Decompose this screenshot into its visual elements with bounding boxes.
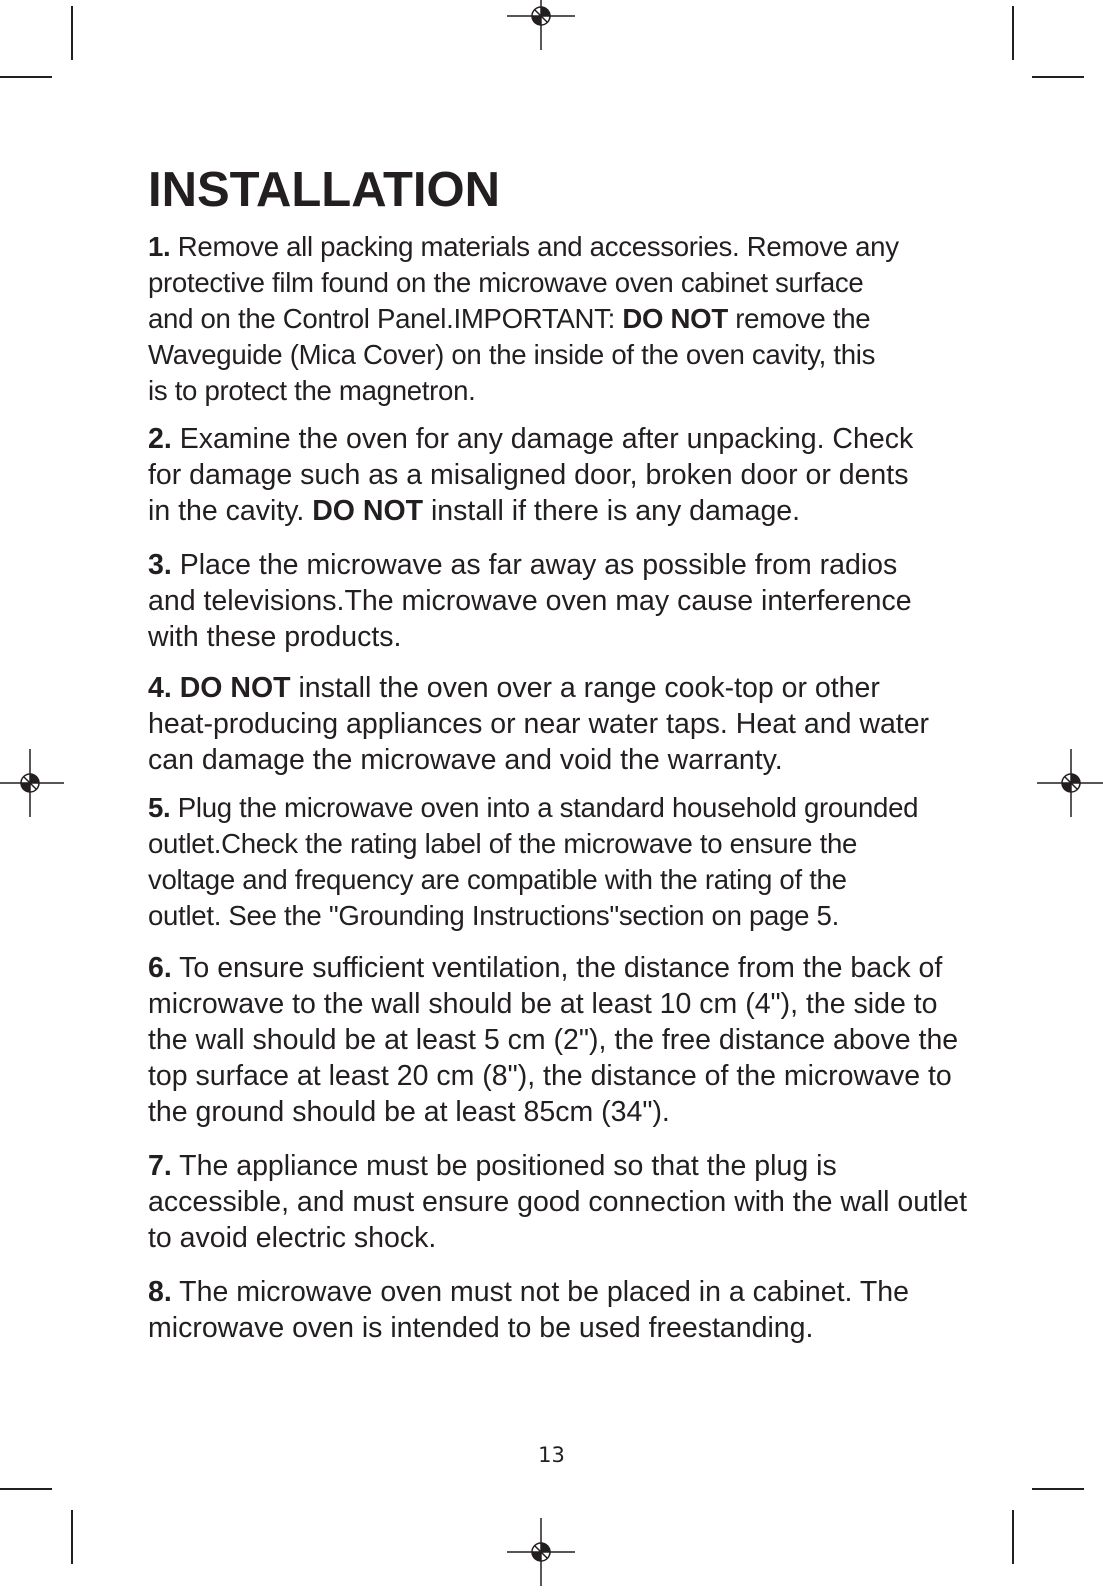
- installation-step-2: [148, 421, 913, 529]
- registration-mark-icon: [505, 1516, 577, 1588]
- step-number: 8.: [148, 1276, 172, 1308]
- step-number: 2.: [148, 423, 172, 455]
- installation-step-4: [148, 670, 929, 778]
- installation-step-5: [148, 790, 918, 934]
- step-text: Plug the microwave oven into a standard household grounded outlet.Check the rating label of the microwave to ensure the voltage and frequency are compatible with the rating of the outlet. See the "Grounding Instructions"section on page 5.: [148, 792, 919, 931]
- installation-step-1: [148, 229, 899, 409]
- warning-emphasis: DO NOT: [312, 495, 424, 527]
- installation-step-7: [148, 1148, 967, 1256]
- page-title: INSTALLATION: [148, 163, 501, 217]
- registration-mark-icon: [1035, 747, 1103, 819]
- step-text: install if there is any damage.: [423, 495, 801, 527]
- crop-mark-bottom-right-vertical: [1012, 1510, 1014, 1564]
- step-number: 3.: [148, 549, 172, 581]
- step-text: Examine the oven for any damage after unpacking. Check for damage such as a misaligned door, broken door or dents in the cavity.: [148, 423, 914, 527]
- step-number: 5.: [148, 792, 171, 823]
- step-text: install the oven over a range cook-top or other heat-producing appliances or near water taps. Heat and water can damage the microwave and void the warranty.: [148, 672, 930, 776]
- step-text: The appliance must be positioned so that the plug is accessible, and must ensure good connection with the wall outlet to avoid electric shock.: [148, 1150, 968, 1254]
- step-number: 7.: [148, 1150, 172, 1182]
- warning-emphasis: DO NOT: [171, 672, 291, 704]
- crop-mark-bottom-right-horizontal: [1032, 1488, 1084, 1490]
- step-text: Place the microwave as far away as possible from radios and televisions.The microwave oven may cause interference with these products.: [148, 549, 912, 653]
- crop-mark-top-left-vertical: [71, 6, 73, 60]
- step-number: 1.: [148, 231, 171, 262]
- installation-step-6: [148, 950, 958, 1130]
- step-text: To ensure sufficient ventilation, the distance from the back of microwave to the wall should be at least 10 cm (4"), the side to the wall should be at least 5 cm (2"), the free distance above the top surface at least 20 cm (8"), the distance of the microwave to the ground should be at least 85cm (34").: [148, 952, 959, 1128]
- warning-emphasis: DO NOT: [622, 303, 728, 334]
- crop-mark-bottom-left-vertical: [71, 1510, 73, 1564]
- page-number: 13: [538, 1443, 565, 1467]
- crop-mark-top-left-horizontal: [0, 76, 52, 78]
- registration-mark-icon: [0, 747, 66, 819]
- registration-mark-icon: [505, 0, 577, 52]
- step-number: 4.: [148, 672, 172, 704]
- crop-mark-top-right-vertical: [1012, 6, 1014, 60]
- step-number: 6.: [148, 952, 172, 984]
- step-text: Remove all packing materials and accessories. Remove any protective film found on the microwave oven cabinet surface and on the Control Panel.IMPORTANT:: [148, 231, 899, 334]
- crop-mark-top-right-horizontal: [1032, 76, 1084, 78]
- installation-step-3: [148, 547, 912, 655]
- step-text: remove the Waveguide (Mica Cover) on the inside of the oven cavity, this is to protect the magnetron.: [148, 303, 876, 406]
- crop-mark-bottom-left-horizontal: [0, 1488, 52, 1490]
- installation-step-8: [148, 1274, 909, 1346]
- step-text: The microwave oven must not be placed in a cabinet. The microwave oven is intended to be used freestanding.: [148, 1276, 909, 1344]
